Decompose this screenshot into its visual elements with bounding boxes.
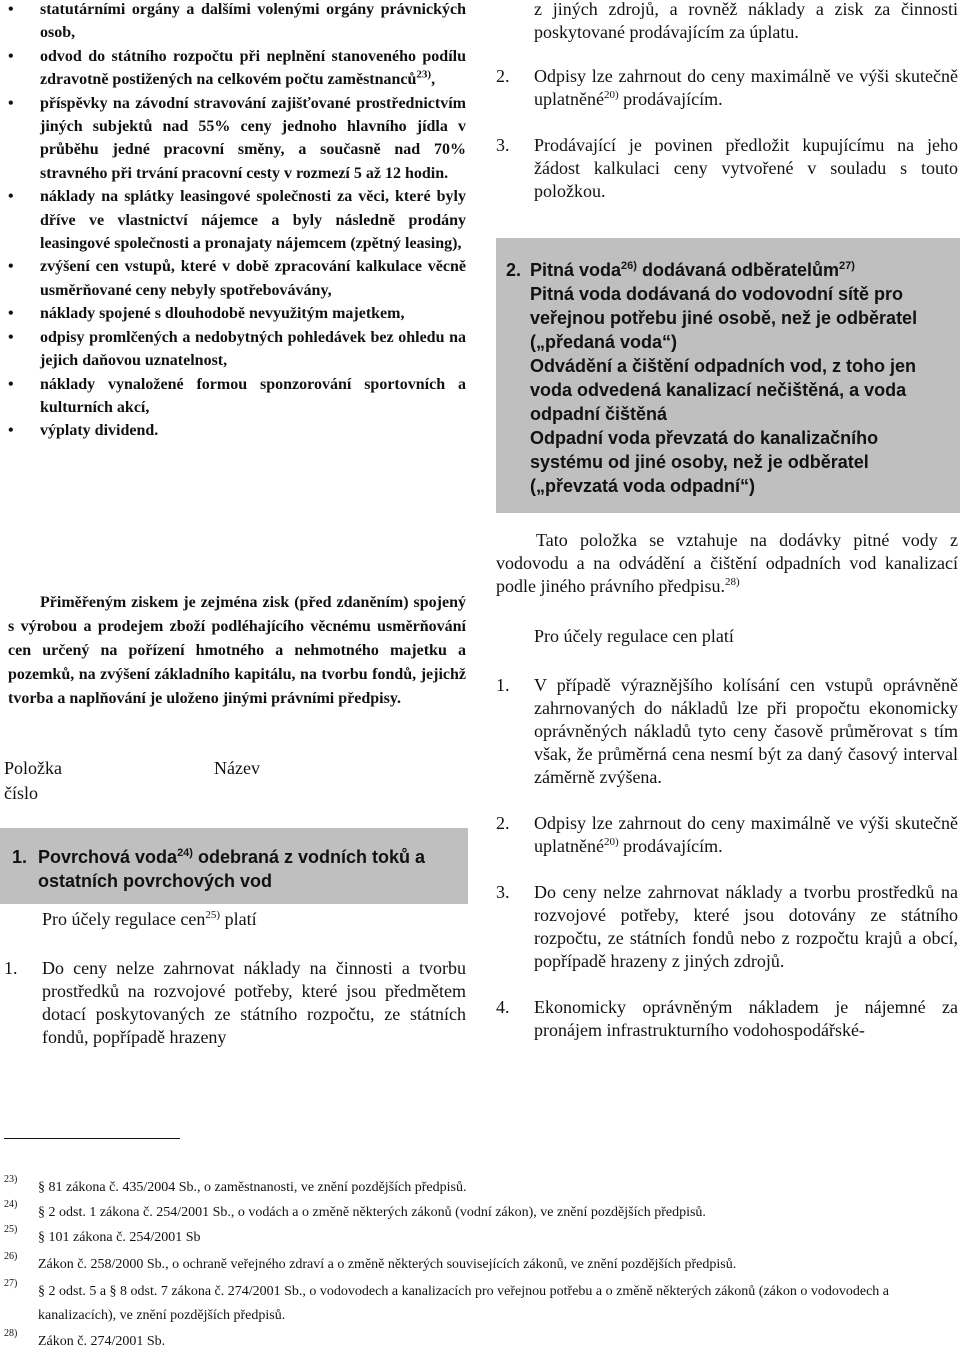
column-header-name: Název — [214, 758, 260, 778]
list-item — [8, 326, 466, 373]
description-text: Tato položka se vztahuje na dodávky pitné vody z vodovodu a na odvádění a čištění odpadních vod kanalizací podle jiného právního předpisu. — [496, 530, 958, 596]
rule-text: Odpisy lze zahrnout do ceny maximálně ve výši skutečně uplatněné — [534, 813, 958, 856]
list-item-text: zvýšení cen vstupů, které v době zpracování kalkulace věcně usměrňované ceny nebyly spotřebovávány, — [40, 258, 466, 299]
footnote-ref: 27) — [839, 260, 855, 272]
item-title — [38, 845, 458, 893]
list-item — [496, 65, 958, 111]
footnote-text: § 81 zákona č. 435/2004 Sb., o zaměstnanosti, ve znění pozdějších předpisů. — [38, 1180, 467, 1195]
list-item-text: příspěvky na závodní stravování zajišťované prostřednictvím jiných subjektů nad 55% ceny jednoho hlavního jídla v průběhu jedné pracovní směny, a současně nad 70% stravného při trvání pracovní cesty v rozmezí 5 až 12 hodin. — [40, 94, 466, 182]
list-item — [496, 674, 958, 789]
list-item-text: výplaty dividend. — [40, 422, 159, 440]
list-item — [496, 134, 958, 203]
rule-number: 3. — [496, 882, 510, 902]
item-title-part: Pitná voda dodávaná do vodovodní sítě pro veřejnou potřebu jiné osobě, než je odběratel („předaná voda“) — [530, 284, 918, 352]
item-1-rules — [4, 957, 466, 1049]
item-2-intro: Pro účely regulace cen platí — [534, 626, 734, 646]
footnote-mark: 27) — [4, 1278, 18, 1289]
list-item — [496, 812, 958, 858]
footnote-text: § 2 odst. 5 a § 8 odst. 7 zákona č. 274/2001 Sb., o vodovodech a kanalizacích pro veřejnou potřebu a o změně některých zákonů (zákon o vodovodech a kanalizacích), ve znění pozdějších předpisů. — [38, 1284, 890, 1323]
footnote-text: Zákon č. 258/2000 Sb., o ochraně veřejného zdraví a o změně některých souvisejících zákonů, ve znění pozdějších předpisů. — [38, 1257, 737, 1272]
rule-text: prodávajícím. — [618, 836, 723, 856]
footnote — [4, 1280, 954, 1328]
item-number: 1. — [12, 847, 28, 867]
item-title-part: dodávaná odběratelům — [641, 260, 839, 280]
list-item-text: náklady spojené s dlouhodobě nevyužitým majetkem, — [40, 305, 405, 323]
item-2-heading — [496, 238, 960, 513]
item-title-part: odebraná z vodních toků a ostatních povrchových vod — [38, 847, 426, 891]
rule-number: 3. — [496, 135, 510, 155]
column-header-item-number — [4, 756, 62, 806]
rule-text: Ekonomicky oprávněným nákladem je nájemné za pronájem infrastrukturního vodohospodářské- — [534, 997, 958, 1040]
footnote-mark: 28) — [4, 1328, 18, 1339]
list-item — [8, 255, 466, 302]
list-item — [8, 373, 466, 420]
reasonable-profit-paragraph: Přiměřeným ziskem je zejména zisk (před zdaněním) spojený s výrobou a prodejem zboží podléhajícího věcnému usměrňování cen určený na pořízení hmotného a nehmotného majetku a pozemků, na zvýšení základního kapitálu, na tvorbu fondů, jejichž tvorba a naplňování je uloženo jinými právními předpisy. — [8, 594, 466, 707]
footnote-ref: 20) — [603, 89, 619, 101]
footnote-mark: 26) — [4, 1251, 18, 1262]
footnote-separator — [4, 1138, 180, 1139]
item-title-part: Odpadní voda převzatá do kanalizačního systému od jiné osoby, než je odběratel („převzatá voda odpadní“) — [530, 428, 879, 496]
item-title-line — [530, 258, 946, 282]
rule-text: Odpisy lze zahrnout do ceny maximálně ve výši skutečně uplatněné — [534, 66, 958, 109]
footnote-mark: 25) — [4, 1224, 18, 1235]
footnote — [4, 1226, 954, 1250]
list-item — [8, 302, 466, 325]
footnote — [4, 1330, 954, 1354]
footnote-text: Zákon č. 274/2001 Sb. — [38, 1334, 166, 1349]
footnote — [4, 1201, 954, 1225]
item-number: 2. — [506, 260, 522, 280]
rule-number: 2. — [496, 66, 510, 86]
list-item — [8, 185, 466, 255]
right-column — [496, 0, 958, 203]
item-title — [530, 258, 946, 498]
rule-text: Do ceny nelze zahrnovat náklady a tvorbu prostředků na rozvojové potřeby, které jsou dotovány ze státního rozpočtu, ze státních fondů nebo z rozpočtu krajů a obcí, popřípadě hrazeny z jiných zdrojů. — [534, 882, 958, 971]
rule-number: 1. — [4, 958, 18, 978]
rule-number: 1. — [496, 675, 510, 695]
column-header-label: Položka — [4, 758, 62, 778]
list-item — [8, 92, 466, 186]
list-item — [496, 881, 958, 973]
rule-text: Prodávající je povinen předložit kupujícímu na jeho žádost kalkulaci ceny vytvořené v souladu s touto položkou. — [534, 135, 958, 201]
footnote — [4, 1176, 954, 1200]
list-item-text: náklady na splátky leasingové společnosti za věci, které byly dříve ve vlastnictví nájemce a byly následně prodány leasingové společnosti a pronajaty nájemcem (zpětný leasing), — [40, 188, 466, 253]
item-title-part: Odvádění a čištění odpadních vod, z toho jen voda odvedená kanalizací nečištěná, a voda odpadní čištěná — [530, 356, 917, 424]
rule-text: V případě výraznějšího kolísání cen vstupů oprávněně zahrnovaných do nákladů lze při propočtu ekonomicky oprávněných nákladů tyto ceny časově průměrovat s tím však, že průměrná cena nesmí být za daný časový interval záměrně zvýšena. — [534, 675, 958, 787]
footnote-ref: 25) — [205, 909, 221, 921]
rule-number: 4. — [496, 997, 510, 1017]
footnote-ref: 24) — [177, 847, 193, 859]
footnote-ref: 23) — [416, 68, 432, 81]
footnote-ref: 28) — [724, 576, 740, 588]
footnote-text: § 2 odst. 1 zákona č. 254/2001 Sb., o vodách a o změně některých zákonů (vodní zákon), ve znění pozdějších předpisů. — [38, 1205, 706, 1220]
list-item — [496, 996, 958, 1042]
continuation-text: z jiných zdrojů, a rovněž náklady a zisk za činnosti poskytované prodávajícím za úplatu. — [534, 0, 958, 42]
list-item-text: odpisy promlčených a nedobytných pohledávek bez ohledu na jejich daňovou uznatelnost, — [40, 328, 466, 370]
table-header — [4, 756, 260, 806]
item-1-heading — [0, 828, 468, 904]
rule-text: Do ceny nelze zahrnovat náklady na činnosti a tvorbu prostředků na rozvojové potřeby, které jsou předmětem dotací poskytovaných ze státního rozpočtu, ze státních fondů, popřípadě hrazeny — [42, 958, 466, 1047]
item-2-rules — [496, 674, 958, 1042]
intro-text: Pro účely regulace cen — [42, 909, 206, 929]
footnote-text: § 101 zákona č. 254/2001 Sb — [38, 1230, 201, 1245]
intro-text: platí — [224, 909, 257, 929]
footnote-mark: 23) — [4, 1174, 18, 1185]
list-item — [8, 419, 466, 442]
cost-exclusion-list — [8, 0, 466, 443]
list-item-text: náklady vynaložené formou sponzorování sportovních a kulturních akcí, — [40, 375, 466, 416]
item-1-rules-continued — [496, 65, 958, 203]
list-item-tail: , — [431, 71, 436, 89]
item-title-part: Povrchová voda — [38, 847, 178, 867]
list-item — [8, 45, 466, 92]
list-item — [8, 0, 466, 45]
footnote-ref: 20) — [603, 836, 619, 848]
column-header-label: číslo — [4, 783, 38, 803]
left-column — [8, 0, 466, 443]
list-item-text: odvod do státního rozpočtu při neplnění stanoveného podílu zdravotně postižených na celkovém počtu zaměstnanců — [40, 47, 466, 89]
item-title-part: Pitná voda — [530, 260, 622, 280]
list-item — [4, 957, 466, 1049]
footnote — [4, 1253, 954, 1277]
footnote-ref: 26) — [621, 260, 637, 272]
footnote-mark: 24) — [4, 1199, 18, 1210]
item-2-description — [496, 529, 958, 598]
rule-text: prodávajícím. — [618, 89, 723, 109]
list-item-text: statutárními orgány a dalšími volenými orgány právnických osob, — [40, 1, 466, 42]
item-1-intro — [42, 908, 257, 931]
rule-number: 2. — [496, 813, 510, 833]
